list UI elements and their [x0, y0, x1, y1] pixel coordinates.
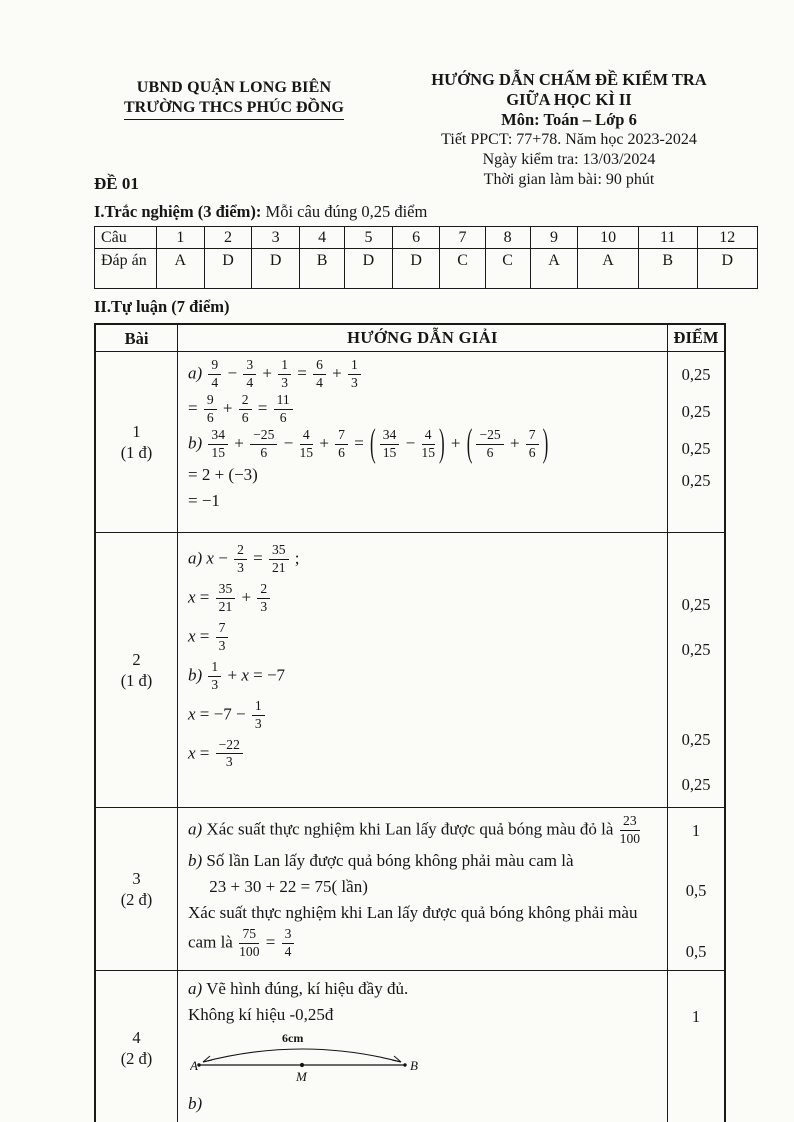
points-cell — [667, 533, 724, 807]
guide-line: b) Số lần Lan lấy được quả bóng không phải màu cam là — [188, 850, 574, 870]
fraction: $\frac{-25}{6}$ — [250, 428, 277, 461]
point-value: 0,25 — [681, 729, 711, 749]
fraction: $\frac{23}{100}$ — [619, 813, 641, 846]
doc-title-line1: HƯỚNG DẪN CHẤM ĐỀ KIỂM TRA — [431, 70, 707, 89]
essay-header-guide: HƯỚNG DẪN GIẢI — [347, 328, 498, 347]
fraction: $\frac{2}{6}$ — [239, 393, 252, 426]
mc-question-number: 1 — [157, 227, 205, 249]
mc-question-number: 12 — [697, 227, 757, 249]
bai-points-label: (1 đ) — [120, 671, 153, 690]
fraction: $\frac{7}{6}$ — [526, 428, 539, 461]
guide-line: a) Xác suất thực nghiệm khi Lan lấy được quả bóng màu đỏ là $\frac{23}{100}$ — [188, 813, 641, 846]
guide-line: Xác suất thực nghiệm khi Lan lấy được quả bóng không phải màu — [188, 902, 638, 922]
mc-row-label: Câu — [95, 227, 157, 249]
mc-question-number: 3 — [252, 227, 300, 249]
mc-question-number: 11 — [638, 227, 697, 249]
header-right — [374, 70, 764, 190]
fraction: $\frac{34}{15}$ — [208, 428, 228, 461]
mc-question-number: 4 — [300, 227, 345, 249]
point-value: 0,25 — [681, 401, 711, 421]
points-cell — [667, 808, 724, 970]
point-a-label: A — [190, 1058, 198, 1073]
section-2-title: II.Tự luận (7 điểm) — [94, 297, 230, 316]
section-1-title — [94, 202, 764, 222]
mc-answer: D — [697, 249, 757, 289]
guide-line: a) $\frac{9}{4}$ − $\frac{3}{4}$ + $\frac{1}{3}$ = $\frac{6}{4}$ + $\frac{1}{3}$ — [188, 358, 659, 391]
essay-header-diem: ĐIỂM — [667, 325, 724, 351]
arrowhead-left — [203, 1056, 212, 1062]
points-cell — [667, 352, 724, 532]
fraction: $\frac{2}{3}$ — [257, 582, 270, 615]
essay-row — [96, 352, 724, 532]
mc-answer: A — [157, 249, 205, 289]
point-value: 0,25 — [681, 774, 711, 794]
org-name: UBND QUẬN LONG BIÊN — [136, 79, 332, 96]
bai-number: 2 — [132, 650, 141, 669]
guide-line: b) $\frac{1}{3}$ + x = −7 — [188, 658, 286, 692]
bai-number: 1 — [132, 422, 141, 441]
mc-question-number: 6 — [392, 227, 440, 249]
guide-line: x = $\frac{-22}{3}$ — [188, 738, 659, 771]
bai-cell — [96, 533, 178, 807]
guide-cell — [178, 533, 667, 807]
point-b-label: B — [410, 1058, 418, 1073]
essay-table-header — [96, 325, 724, 352]
guide-line: x = $\frac{7}{3}$ — [188, 621, 659, 654]
fraction: $\frac{3}{4}$ — [243, 358, 256, 391]
fraction: $\frac{3}{4}$ — [282, 927, 295, 960]
page-header — [94, 70, 764, 190]
guide-line: x = $\frac{35}{21}$ + $\frac{2}{3}$ — [188, 582, 659, 615]
school-name: TRƯỜNG THCS PHÚC ĐỒNG — [124, 98, 344, 120]
point-b-dot — [403, 1063, 406, 1066]
guide-line: x = −7 − $\frac{1}{3}$ — [188, 699, 659, 732]
guide-line: = 2 + (−3) — [188, 464, 258, 484]
bai-points-label: (2 đ) — [120, 890, 153, 909]
mc-row-label: Đáp án — [95, 249, 157, 289]
fraction: $\frac{7}{3}$ — [216, 621, 229, 654]
guide-cell — [178, 971, 667, 1122]
fraction: $\frac{9}{6}$ — [204, 393, 217, 426]
bai-points-label: (1 đ) — [120, 443, 153, 462]
mc-answer: A — [578, 249, 638, 289]
essay-row — [96, 807, 724, 970]
point-value: 1 — [691, 1007, 701, 1026]
fraction: $\frac{1}{3}$ — [208, 660, 221, 693]
guide-line: a) x − $\frac{2}{3}$ = $\frac{35}{21}$ ; — [188, 542, 300, 575]
fraction: $\frac{35}{21}$ — [216, 582, 236, 615]
point-value: 0,5 — [685, 941, 707, 961]
guide-line: cam là $\frac{75}{100}$ = $\frac{3}{4}$ — [188, 927, 659, 960]
guide-line: 23 + 30 + 22 = 75( lần) — [188, 876, 368, 896]
fraction: $\frac{-22}{3}$ — [216, 738, 243, 771]
essay-rows — [96, 352, 724, 1122]
fraction: $\frac{7}{6}$ — [335, 428, 348, 461]
guide-line: = $\frac{9}{6}$ + $\frac{2}{6}$ = $\frac{11}{6}$ — [188, 393, 659, 426]
point-value: 0,25 — [681, 594, 711, 614]
fraction: $\frac{34}{15}$ — [380, 428, 400, 461]
bai-number: 4 — [132, 1027, 141, 1047]
fraction: $\frac{-25}{6}$ — [476, 428, 503, 461]
mc-question-number: 8 — [485, 227, 530, 249]
point-value: 0,25 — [681, 471, 711, 490]
exam-date-line: Ngày kiểm tra: 13/03/2024 — [482, 151, 656, 168]
mc-question-number: 9 — [530, 227, 578, 249]
exam-code-label: ĐỀ 01 — [94, 174, 139, 193]
bai-cell — [96, 971, 178, 1122]
mc-answer: C — [485, 249, 530, 289]
mc-table — [94, 226, 758, 289]
mc-answer: D — [252, 249, 300, 289]
guide-cell — [178, 808, 667, 970]
point-value: 1 — [691, 820, 701, 840]
points-cell — [667, 971, 724, 1122]
fraction: $\frac{6}{4}$ — [313, 358, 326, 391]
subject-line: Môn: Toán – Lớp 6 — [501, 110, 637, 129]
mc-row — [95, 249, 758, 289]
segment-figure — [190, 1029, 659, 1090]
essay-table — [94, 323, 726, 1122]
mc-question-number: 7 — [440, 227, 485, 249]
ppct-line: Tiết PPCT: 77+78. Năm học 2023-2024 — [441, 131, 697, 148]
fraction: $\frac{11}{6}$ — [274, 393, 293, 426]
duration-line: Thời gian làm bài: 90 phút — [483, 171, 655, 188]
mc-question-number: 10 — [578, 227, 638, 249]
fraction: $\frac{1}{3}$ — [252, 699, 265, 732]
mc-answer: C — [440, 249, 485, 289]
guide-line: b) — [188, 1094, 203, 1113]
guide-line: a) Vẽ hình đúng, kí hiệu đầy đủ. — [188, 979, 409, 998]
guide-line: Không kí hiệu -0,25đ — [188, 1005, 334, 1024]
point-value: 0,25 — [681, 438, 711, 458]
point-value: 0,5 — [685, 881, 707, 900]
guide-line: = −1 — [188, 490, 220, 510]
mc-answer: A — [530, 249, 578, 289]
fraction: $\frac{4}{15}$ — [421, 426, 435, 460]
fraction: $\frac{4}{15}$ — [299, 426, 314, 460]
figure-length-label: 6cm — [282, 1031, 304, 1045]
guide-line: b) $\frac{34}{15}$ + $\frac{-25}{6}$ − $\frac{4}{15}$ + $\frac{7}{6}$ = ( $\frac{34}{15}$ − $\frac{4}{15}$ ) + ( $\frac{-25}{6}$ + $\frac{7}{6}$ ) — [188, 421, 549, 465]
header-left — [94, 70, 374, 190]
mc-answer: B — [638, 249, 697, 289]
mc-row — [95, 227, 758, 249]
fraction: $\frac{75}{100}$ — [239, 925, 260, 959]
mc-question-number: 5 — [345, 227, 393, 249]
fraction: $\frac{35}{21}$ — [269, 543, 289, 576]
mc-answer: D — [392, 249, 440, 289]
essay-row — [96, 970, 724, 1122]
section-1-title-bold: I.Trắc nghiệm (3 điểm): — [94, 202, 262, 221]
guide-cell — [178, 352, 667, 532]
bai-points-label: (2 đ) — [120, 1048, 153, 1068]
mc-answer: D — [345, 249, 393, 289]
point-value: 0,25 — [681, 639, 711, 659]
essay-row — [96, 532, 724, 807]
fraction: $\frac{1}{3}$ — [348, 358, 361, 391]
arrowhead-right — [392, 1056, 401, 1062]
fraction: $\frac{1}{3}$ — [278, 358, 291, 391]
fraction: $\frac{9}{4}$ — [208, 358, 221, 391]
bai-cell — [96, 352, 178, 532]
point-value: 0,25 — [681, 364, 711, 384]
essay-header-bai: Bài — [96, 325, 178, 351]
section-1-title-rest: Mỗi câu đúng 0,25 điểm — [261, 202, 428, 221]
doc-title-line2: GIỮA HỌC KÌ II — [506, 90, 632, 109]
fraction: $\frac{2}{3}$ — [234, 543, 247, 576]
bai-number: 3 — [132, 869, 141, 888]
bai-cell — [96, 808, 178, 970]
point-m-dot — [300, 1063, 304, 1067]
measure-arc — [203, 1049, 401, 1062]
point-m-label: M — [296, 1069, 307, 1083]
mc-answer: B — [300, 249, 345, 289]
mc-question-number: 2 — [204, 227, 252, 249]
mc-answer: D — [204, 249, 252, 289]
guide-line — [188, 1029, 659, 1090]
